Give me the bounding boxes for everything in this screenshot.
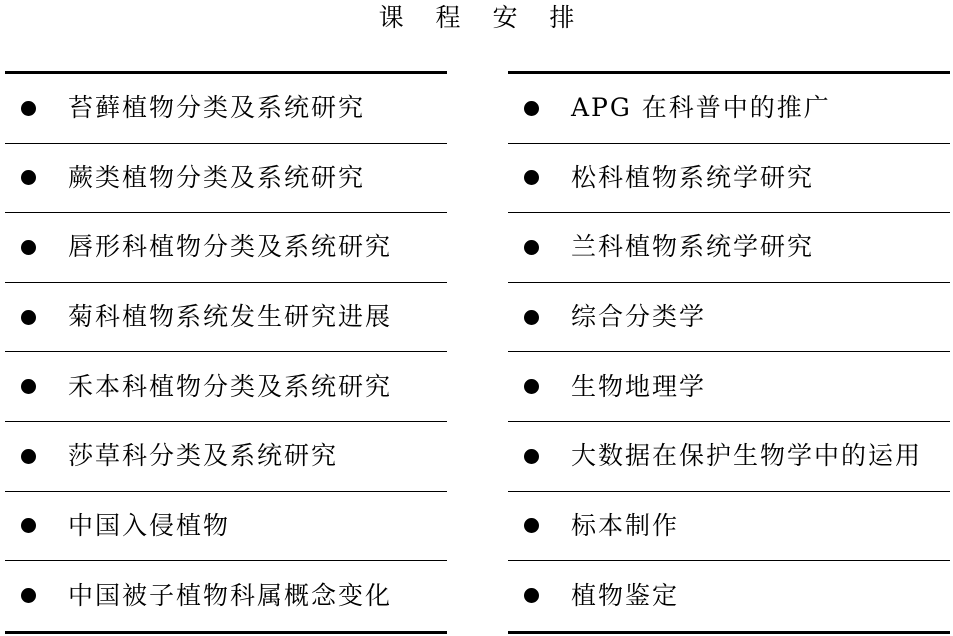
bullet-icon — [21, 170, 36, 185]
bullet-icon — [524, 379, 539, 394]
list-item — [508, 561, 950, 631]
bullet-icon — [21, 379, 36, 394]
bullet-icon — [524, 310, 539, 325]
course-label: 莎草科分类及系统研究 — [68, 441, 339, 471]
course-label: 大数据在保护生物学中的运用 — [571, 441, 923, 471]
course-label: 菊科植物系统发生研究进展 — [68, 302, 393, 332]
bullet-icon — [21, 518, 36, 533]
bullet-icon — [524, 101, 539, 116]
list-item — [5, 283, 447, 353]
list-item — [508, 74, 950, 144]
course-label: 生物地理学 — [571, 371, 707, 401]
course-label: 综合分类学 — [571, 302, 707, 332]
list-item — [508, 422, 950, 492]
course-label: 苔藓植物分类及系统研究 — [68, 93, 366, 123]
bullet-icon — [524, 170, 539, 185]
bullet-icon — [21, 449, 36, 464]
course-label: APG 在科普中的推广 — [571, 93, 831, 123]
bullet-icon — [21, 240, 36, 255]
list-item — [5, 74, 447, 144]
course-label: 唇形科植物分类及系统研究 — [68, 232, 393, 262]
bullet-icon — [21, 101, 36, 116]
course-label: 松科植物系统学研究 — [571, 162, 815, 192]
list-item — [5, 213, 447, 283]
list-item — [508, 283, 950, 353]
course-label: 植物鉴定 — [571, 580, 680, 610]
bullet-icon — [524, 449, 539, 464]
list-item — [508, 144, 950, 214]
bullet-icon — [21, 588, 36, 603]
course-label: 中国入侵植物 — [68, 510, 231, 540]
course-label: 兰科植物系统学研究 — [571, 232, 815, 262]
course-list-left — [5, 71, 447, 634]
list-item — [508, 213, 950, 283]
course-label: 蕨类植物分类及系统研究 — [68, 162, 366, 192]
list-item — [5, 352, 447, 422]
course-label: 标本制作 — [571, 510, 680, 540]
bullet-icon — [21, 310, 36, 325]
list-item — [508, 352, 950, 422]
list-item — [5, 422, 447, 492]
bullet-icon — [524, 518, 539, 533]
list-item — [5, 492, 447, 562]
list-item — [508, 492, 950, 562]
course-list-right — [508, 71, 950, 634]
course-label: 中国被子植物科属概念变化 — [68, 580, 393, 610]
bullet-icon — [524, 588, 539, 603]
page-title: 课 程 安 排 — [378, 3, 587, 32]
list-item — [5, 144, 447, 214]
list-item — [5, 561, 447, 631]
bullet-icon — [524, 240, 539, 255]
course-label: 禾本科植物分类及系统研究 — [68, 371, 393, 401]
